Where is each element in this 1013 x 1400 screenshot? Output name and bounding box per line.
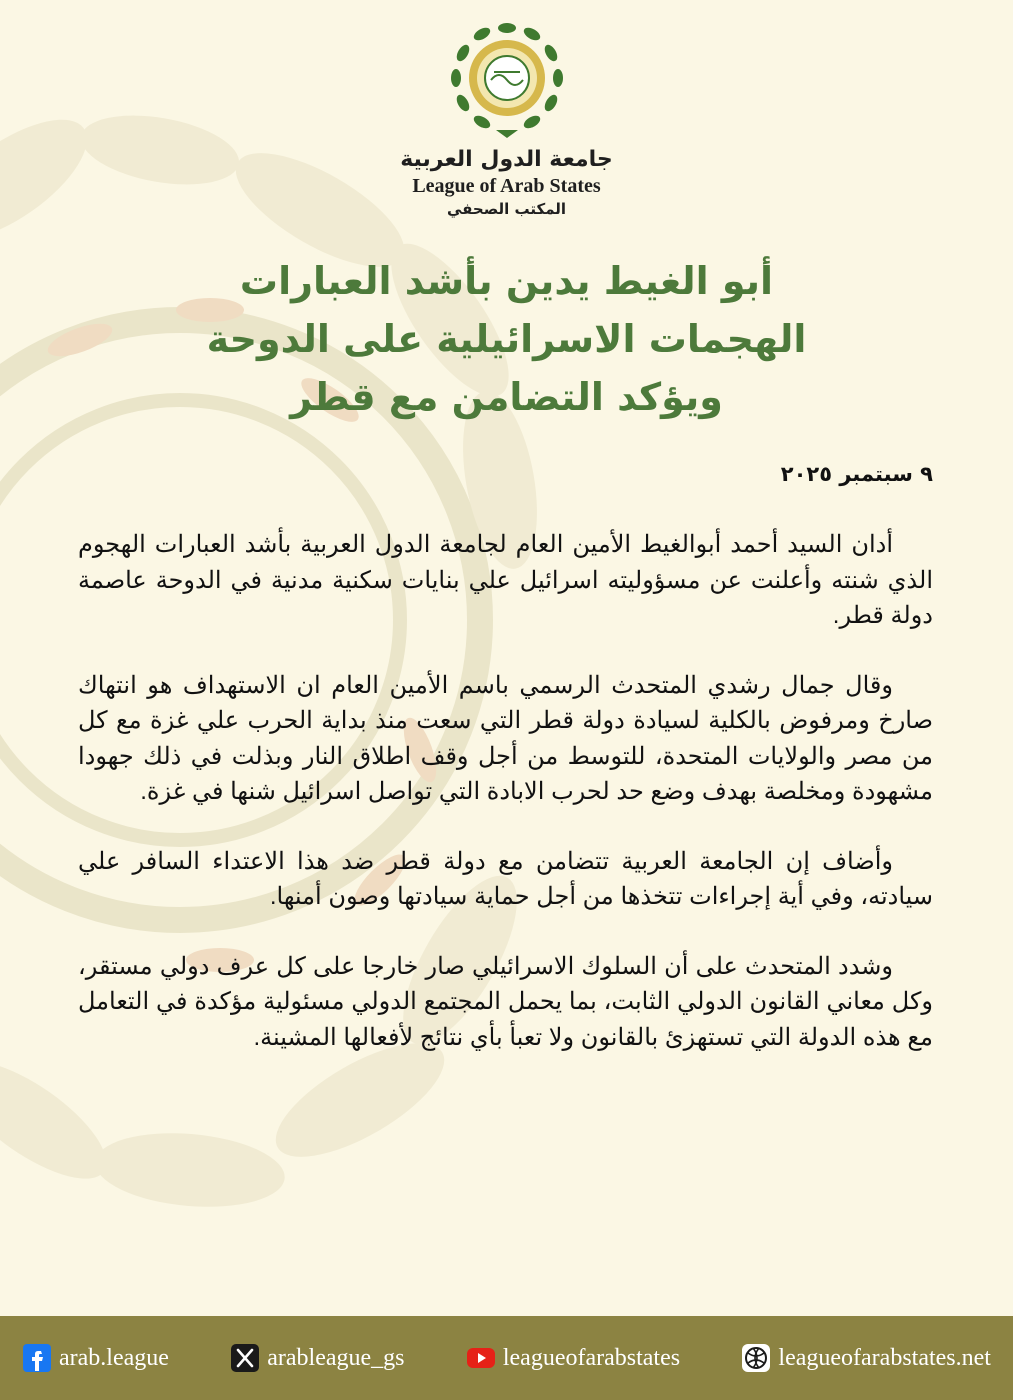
social-footer — [0, 1316, 1013, 1400]
youtube-label: leagueofarabstates — [502, 1344, 681, 1371]
paragraph: وقال جمال رشدي المتحدث الرسمي باسم الأمين العام ان الاستهداف هو انتهاك صارخ ومرفوض بالكلية لسيادة دولة قطر التي سعت منذ بداية الحرب علي غزة مع كل من مصر والولايات المتحدة، للتوسط من أجل وقف اطلاق النار وبذلت في ذلك جهودا مشهودة ومخلصة بهدف وضع حد لحرب الابادة التي تواصل اسرائيل شنها في غزة. — [78, 671, 933, 805]
website-label: leagueofarabstates.net — [778, 1344, 991, 1371]
press-release-body — [78, 527, 933, 1089]
headline-line-3: ويؤكد التضامن مع قطر — [290, 375, 723, 419]
press-office-label: المكتب الصحفي — [446, 200, 567, 218]
paragraph: وشدد المتحدث على أن السلوك الاسرائيلي صار خارجا على كل عرف دولي مستقر، وكل معاني القانون الدولي الثابت، بما يحمل المجتمع الدولي مسئولية مؤكدة في التعامل مع هذه الدولة التي تستهزئ بالقانون ولا تعبأ بأي نتائج لأفعالها المشينة. — [78, 952, 933, 1051]
facebook-icon — [22, 1343, 52, 1373]
youtube-link[interactable] — [466, 1343, 680, 1373]
paragraph: وأضاف إن الجامعة العربية تتضامن مع دولة قطر ضد هذا الاعتداء السافر علي سيادته، وفي أية إجراءات تتخذها من أجل حماية سيادتها وصون أمنها. — [78, 847, 933, 910]
headline-line-2: الهجمات الاسرائيلية على الدوحة — [206, 317, 807, 361]
facebook-label: arab.league — [59, 1344, 169, 1371]
org-name-arabic: جامعة الدول العربية — [400, 147, 613, 172]
facebook-link[interactable] — [22, 1343, 169, 1373]
headline-line-1: أبو الغيط يدين بأشد العبارات — [239, 259, 774, 303]
headline — [90, 252, 923, 426]
org-name-english: League of Arab States — [412, 175, 601, 197]
arab-league-emblem — [444, 18, 570, 144]
x-label: arableague_gs — [267, 1344, 405, 1371]
header — [0, 18, 1013, 220]
globe-icon — [741, 1343, 771, 1373]
youtube-icon — [466, 1343, 496, 1373]
x-icon — [230, 1343, 260, 1373]
paragraph: أدان السيد أحمد أبوالغيط الأمين العام لجامعة الدول العربية بأشد العبارات الهجوم الذي شنته وأعلنت عن مسؤوليته اسرائيل علي بنايات سكنية مدنية في الدوحة عاصمة دولة قطر. — [78, 531, 933, 629]
x-link[interactable] — [230, 1343, 404, 1373]
release-date: ٩ سبتمبر ٢٠٢٥ — [780, 462, 933, 486]
website-link[interactable] — [741, 1343, 991, 1373]
